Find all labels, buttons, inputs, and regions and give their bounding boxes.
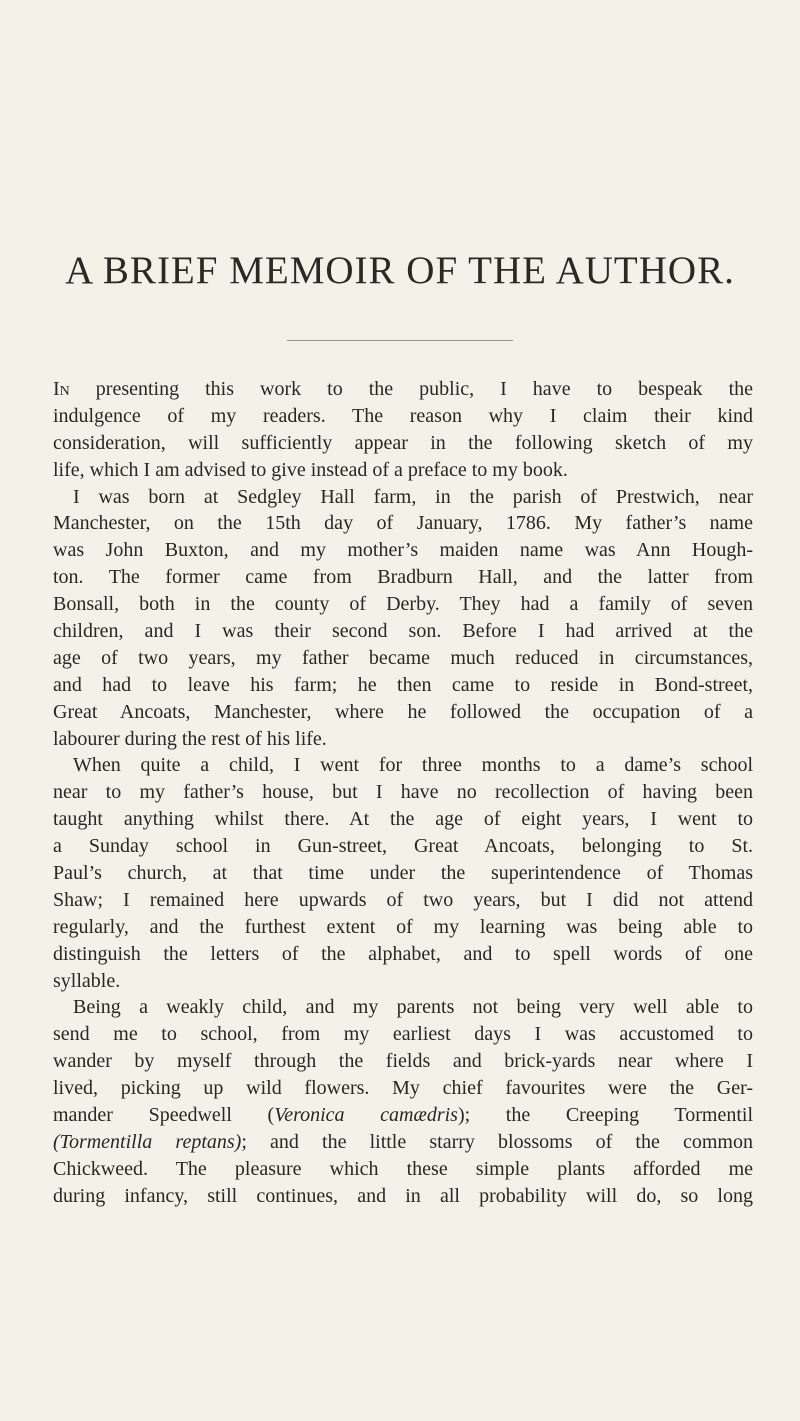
text-line: send me to school, from my earliest days I was accustomed to (53, 1023, 753, 1046)
text-line: Being a weakly child, and my parents not being very well able to (73, 996, 753, 1019)
text-line: a Sunday school in Gun-street, Great Ancoats, belonging to St. (53, 835, 753, 858)
latin-name: Veronica camædris (274, 1104, 458, 1127)
memoir-title: A BRIEF MEMOIR OF THE AUTHOR. (65, 249, 735, 292)
text-line: mander Speedwell (Veronica camædris); the Creeping Tormentil (53, 1104, 753, 1127)
text-line: Shaw; I remained here upwards of two years, but I did not attend (53, 888, 753, 911)
text-line: syllable. (53, 969, 121, 992)
text-line: distinguish the letters of the alphabet, and to spell words of one (53, 942, 753, 965)
text-line: Great Ancoats, Manchester, where he followed the occupation of a (53, 700, 753, 723)
text-line: Manchester, on the 15th day of January, 1786. My father’s name (53, 512, 753, 535)
text-line: When quite a child, I went for three months to a dame’s school (73, 754, 753, 777)
text-line: and had to leave his farm; he then came to reside in Bond-street, (53, 673, 753, 696)
text-line: consideration, will sufficiently appear in the following sketch of my (53, 431, 753, 454)
text-line: wander by myself through the fields and brick-yards near where I (53, 1050, 753, 1073)
drop-word: In (53, 378, 70, 400)
text-line: children, and I was their second son. Before I had arrived at the (53, 620, 753, 643)
text-line: (Tormentilla reptans); and the little starry blossoms of the common (53, 1130, 753, 1153)
text-line: age of two years, my father became much reduced in circumstances, (53, 646, 753, 669)
text-line: labourer during the rest of his life. (53, 727, 327, 750)
text-line: lived, picking up wild flowers. My chief favourites were the Ger- (53, 1077, 753, 1100)
text-line: was John Buxton, and my mother’s maiden name was Ann Hough- (53, 539, 753, 562)
memoir-body (53, 376, 753, 1210)
text-line: regularly, and the furthest extent of my learning was being able to (53, 915, 753, 938)
text-line: near to my father’s house, but I have no recollection of having been (53, 781, 753, 804)
text-line: Chickweed. The pleasure which these simple plants afforded me (53, 1157, 753, 1180)
text-line: ton. The former came from Bradburn Hall, and the latter from (53, 566, 753, 589)
text-line: Paul’s church, at that time under the superintendence of Thomas (53, 862, 753, 885)
text-line: I was born at Sedgley Hall farm, in the parish of Prestwich, near (73, 485, 753, 508)
latin-name: (Tormentilla reptans) (53, 1130, 242, 1153)
text-line: In presenting this work to the public, I have to bespeak the (53, 378, 753, 400)
title-divider (287, 340, 513, 341)
text-line: life, which I am advised to give instead of a preface to my book. (53, 458, 568, 481)
text-line: indulgence of my readers. The reason why I claim their kind (53, 404, 753, 427)
text-line: during infancy, still continues, and in all probability will do, so long (53, 1184, 753, 1207)
text-line: taught anything whilst there. At the age of eight years, I went to (53, 808, 753, 831)
text-line: Bonsall, both in the county of Derby. They had a family of seven (53, 593, 753, 616)
